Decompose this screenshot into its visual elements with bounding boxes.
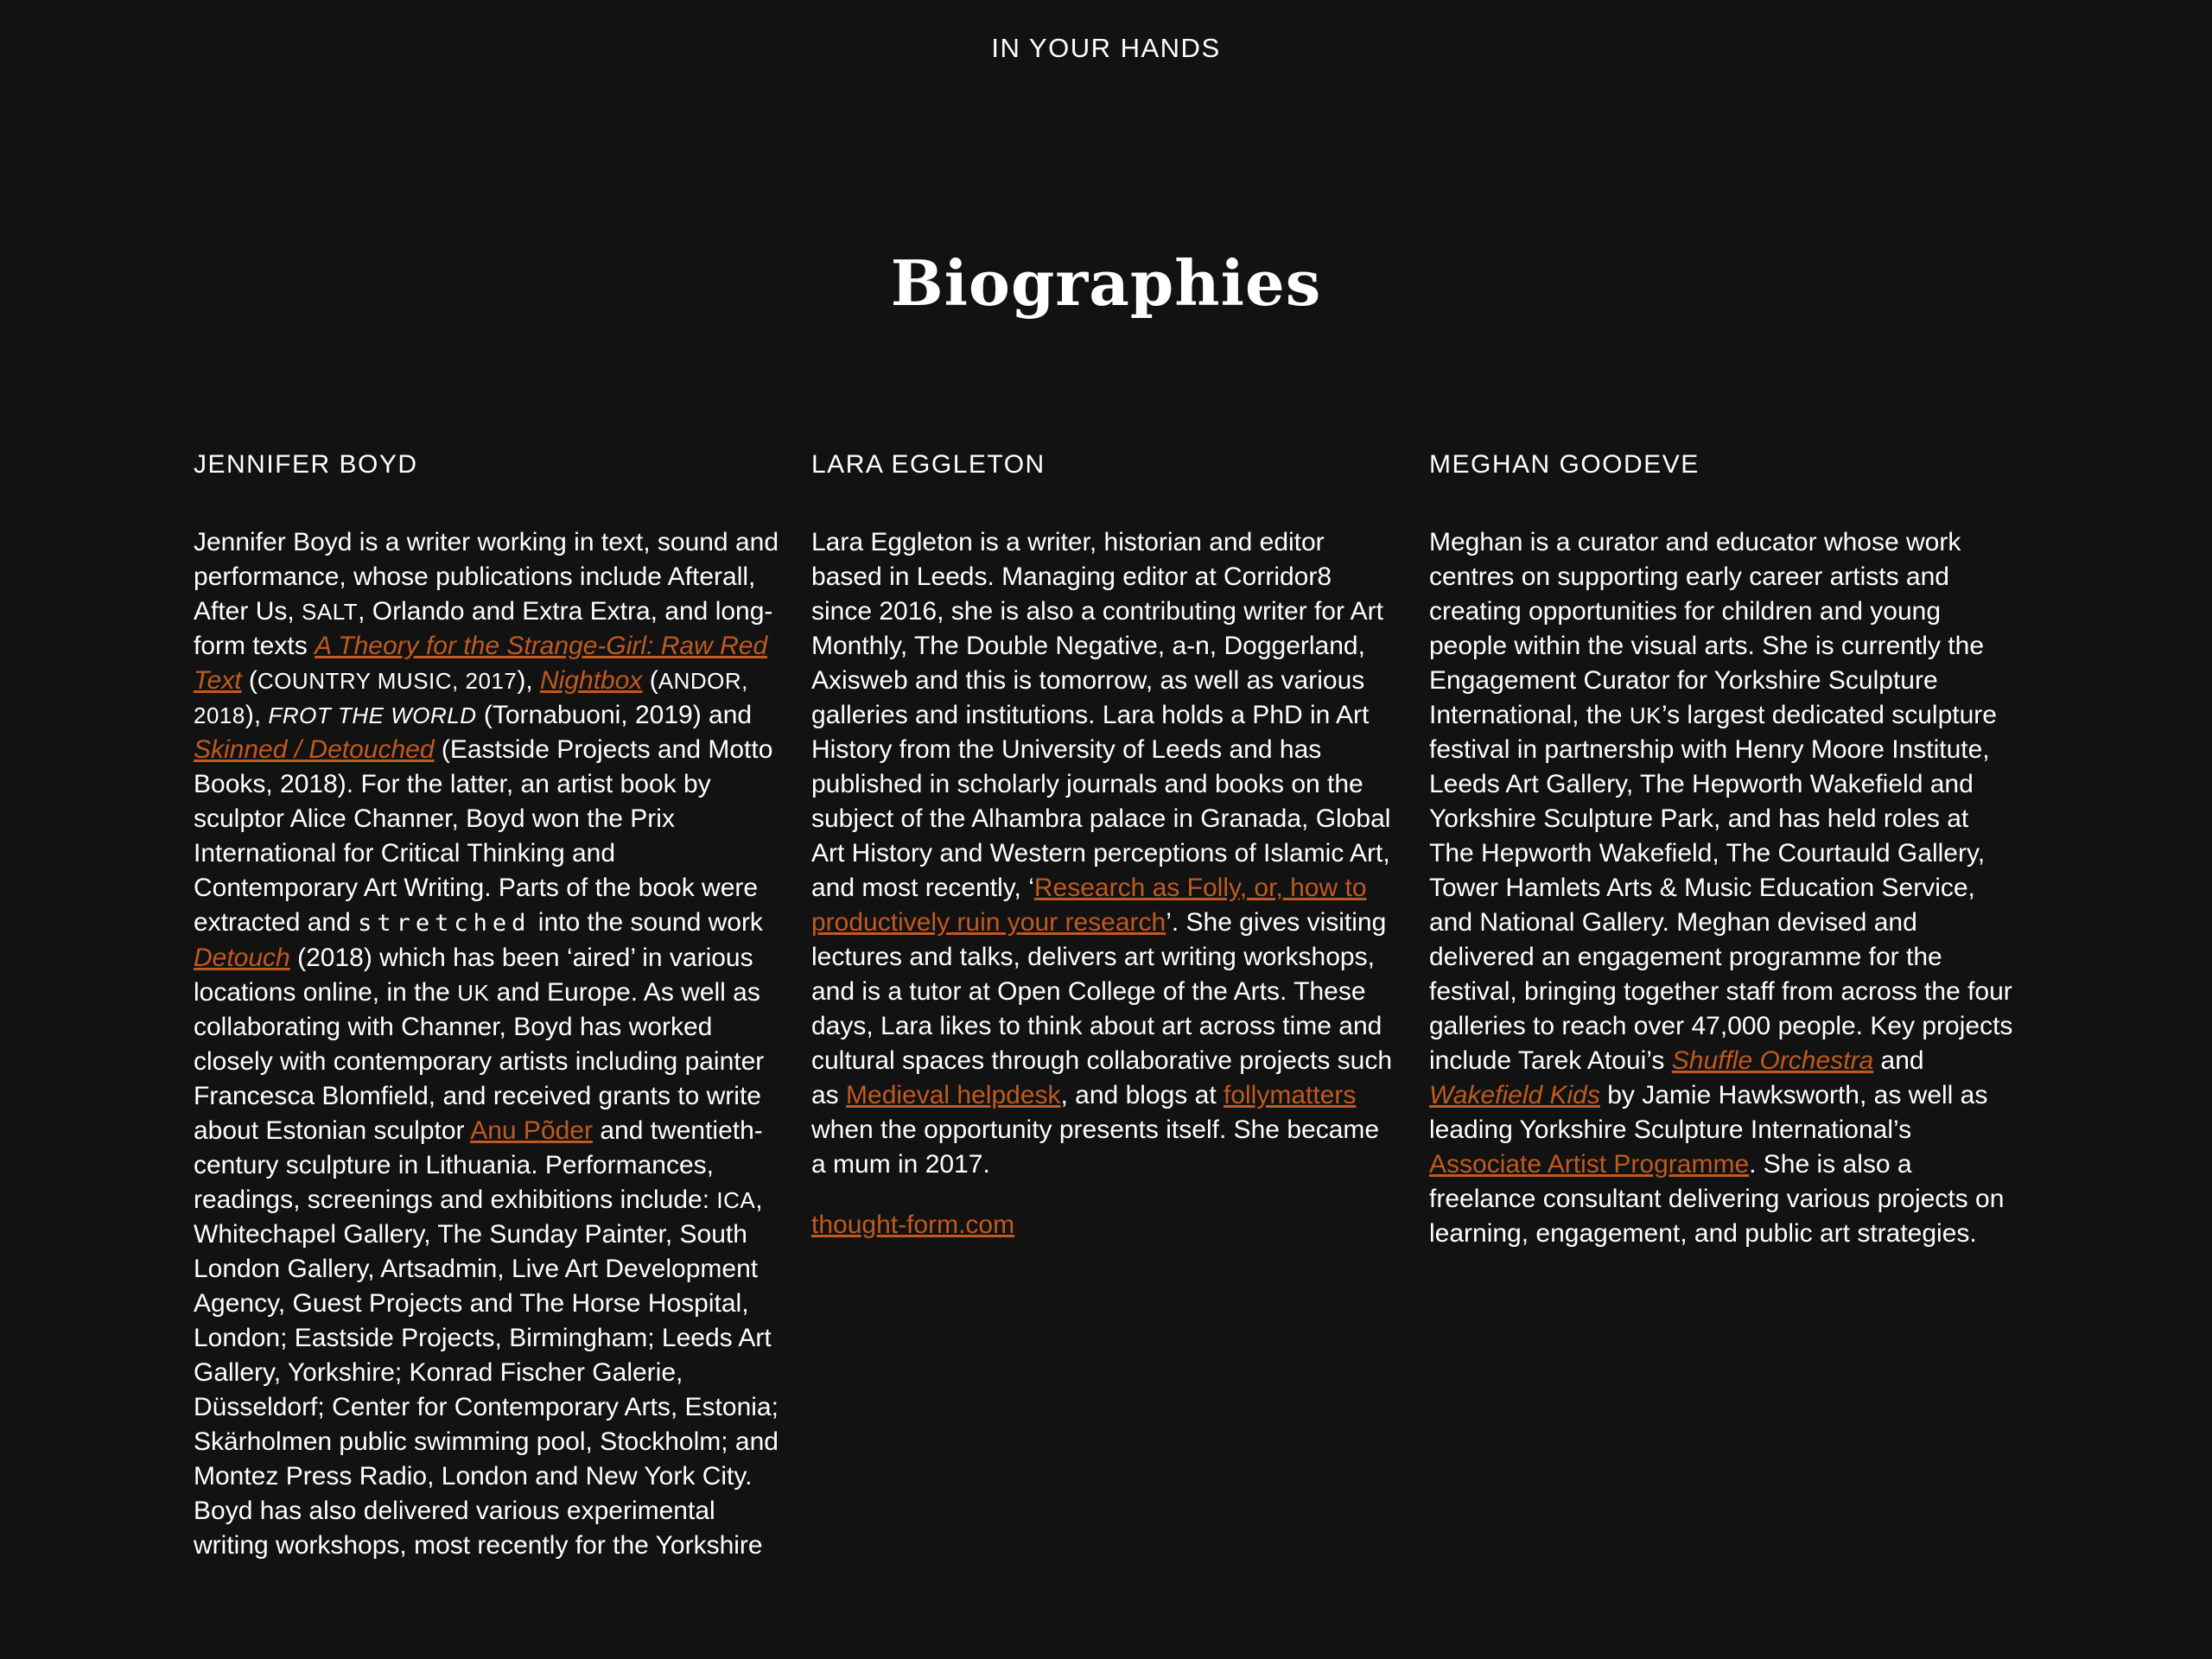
bio-name: JENNIFER BOYD [194, 450, 418, 479]
bio-jennifer-boyd [194, 448, 779, 1563]
page-title: Biographies [890, 246, 1322, 320]
bio-meghan-goodeve [1429, 448, 2014, 1563]
bio-name: MEGHAN GOODEVE [1429, 450, 1700, 479]
link-shuffle-orchestra[interactable]: Shuffle Orchestra [1671, 1046, 1874, 1075]
link-medieval-helpdesk[interactable]: Medieval helpdesk [846, 1081, 1061, 1109]
biographies-columns [194, 448, 2025, 1563]
link-anu-poder[interactable]: Anu Põder [470, 1116, 593, 1145]
site-title-link[interactable]: IN YOUR HANDS [991, 33, 1221, 63]
bio-text: Meghan is a curator and educator whose work centres on supporting early career artists and creating opportunities for children and young people within the visual arts. She is currently the Engagement Curator for Yorkshire Sculpture International, the UK’s largest dedicated sculpture festival in partnership with Henry Moore Institute, Leeds Art Gallery, The Hepworth Wakefield and Yorkshire Sculpture Park, and has held roles at The Hepworth Wakefield, The Courtauld Gallery, Tower Hamlets Arts & Music Education Service, and National Gallery. Meghan devised and delivered an engagement programme for the festival, bringing together staff from across the four galleries to reach over 47,000 people. Key projects include Tarek Atoui’s Shuffle Orchestra and Wakefield Kids by Jamie Hawksworth, as well as leading Yorkshire Sculpture International’s Associate Artist Programme. She is also a freelance consultant delivering various projects on learning, engagement, and public art strategies. [1429, 528, 2013, 1248]
bio-text: Jennifer Boyd is a writer working in text, sound and performance, whose publications include Afterall, After Us, SALT, Orlando and Extra Extra, and long-form texts A Theory for the Strange-Girl: Raw Red Text (COUNTRY MUSIC, 2017), Nightbox (ANDOR, 2018), FROT THE WORLD (Tornabuoni, 2019) and Skinned / Detouched (Eastside Projects and Motto Books, 2018). For the latter, an artist book by sculptor Alice Channer, Boyd won the Prix International for Critical Thinking and Contemporary Art Writing. Parts of the book were extracted and stretched into the sound work Detouch (2018) which has been ‘aired’ in various locations online, in the UK and Europe. As well as collaborating with Channer, Boyd has worked closely with contemporary artists including painter Francesca Blomfield, and received grants to write about Estonian sculptor Anu Põder and twentieth-century sculpture in Lithuania. Performances, readings, screenings and exhibitions include: ICA, Whitechapel Gallery, The Sunday Painter, South London Gallery, Artsadmin, Live Art Development Agency, Guest Projects and The Horse Hospital, London; Eastside Projects, Birmingham; Leeds Art Gallery, Yorkshire; Konrad Fischer Galerie, Düsseldorf; Center for Contemporary Arts, Estonia; Skärholmen public swimming pool, Stockholm; and Montez Press Radio, London and New York City. Boyd has also delivered various experimental writing workshops, most recently for the Yorkshire [194, 528, 779, 1560]
link-nightbox[interactable]: Nightbox [540, 666, 643, 695]
link-associate-artist-programme[interactable]: Associate Artist Programme [1429, 1150, 1750, 1179]
link-follymatters[interactable]: follymatters [1223, 1081, 1357, 1109]
bio-lara-eggleton [811, 448, 1396, 1563]
bio-name: LARA EGGLETON [811, 450, 1046, 479]
link-research-as-folly[interactable]: Research as Folly, or, how to productively ruin your research [811, 874, 1367, 937]
link-wakefield-kids[interactable]: Wakefield Kids [1429, 1081, 1600, 1109]
link-thought-form[interactable]: thought-form.com [811, 1211, 1015, 1239]
link-skinned-detouched[interactable]: Skinned / Detouched [194, 735, 435, 764]
bio-text: Lara Eggleton is a writer, historian and editor based in Leeds. Managing editor at Corridor8 since 2016, she is also a contributing writer for Art Monthly, The Double Negative, a-n, Doggerland, Axisweb and this is tomorrow, as well as various galleries and institutions. Lara holds a PhD in Art History from the University of Leeds and has published in scholarly journals and books on the subject of the Alhambra palace in Granada, Global Art History and Western perceptions of Islamic Art, and most recently, ‘Research as Folly, or, how to productively ruin your research’. She gives visiting lectures and talks, delivers art writing workshops, and is a tutor at Open College of the Arts. These days, Lara likes to think about art across time and cultural spaces through collaborative projects such as Medieval helpdesk, and blogs at follymatters when the opportunity presents itself. She became a mum in 2017. [811, 528, 1393, 1179]
site-link-paragraph [811, 1208, 1396, 1243]
link-detouch[interactable]: Detouch [194, 944, 290, 972]
link-theory-strange-girl[interactable]: A Theory for the Strange-Girl: Raw Red Text [194, 632, 768, 695]
